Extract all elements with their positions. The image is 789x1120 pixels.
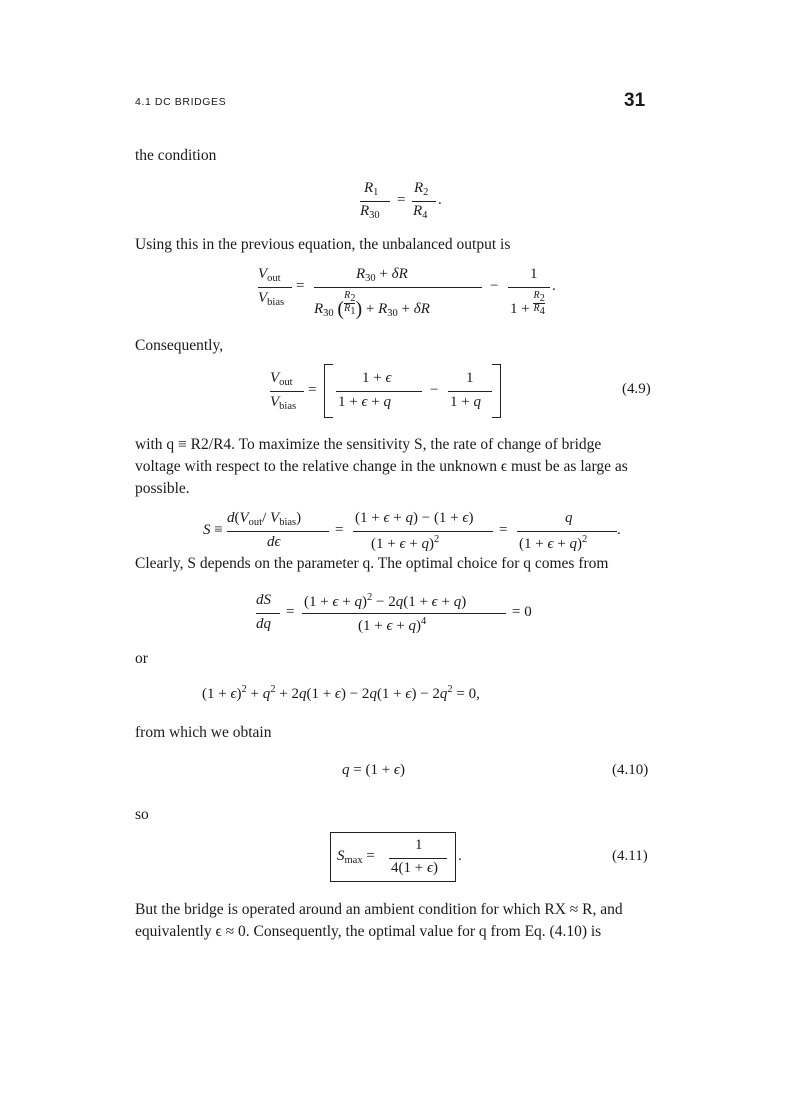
equation-4-10: q = (1 + ϵ) — [342, 762, 405, 778]
paragraph-so: so — [135, 806, 149, 823]
equation-expanded: $(1 + \epsilon)^2 + q^2 + 2q(1 + \epsilon) - 2q(1 + \epsilon) - 2q^2 = 0$, — [202, 684, 480, 702]
paragraph-unbalanced-output: Using this in the previous equation, the unbalanced output is — [135, 236, 511, 253]
paragraph-the-condition: the condition — [135, 147, 217, 164]
paragraph-ambient-line1: But the bridge is operated around an ambient condition for which RX ≈ R, and — [135, 901, 623, 918]
running-header: 4.1 DC BRIDGES — [135, 96, 227, 108]
equation-derivative: dS dq = $(1 + \epsilon + q)^2 - 2q(1 + \epsilon + q)$ $(1 + \epsilon + q)^4$ = 0 — [256, 592, 532, 634]
paragraph-optimal-choice: Clearly, S depends on the parameter q. The optimal choice for q comes from — [135, 555, 609, 572]
equation-4-11-period: . — [458, 848, 462, 864]
page-number: 31 — [624, 90, 646, 111]
equation-number-4-10: (4.10) — [612, 762, 649, 778]
equation-unbalanced: $V_{out}$ $V_{bias}$ = $R_{30} + \delta R$ $R_{30}$ ($R_2$ $R_1) + R_{30} + \delta R$ − 1 $1 + R_2$ $R_4$ . — [258, 266, 556, 320]
equation-4-11: $S_{max}$ = 1 4(1 + ϵ) — [330, 832, 456, 882]
paragraph-sensitivity-line3: possible. — [135, 480, 190, 497]
paragraph-sensitivity-line2: voltage with respect to the relative change in the unknown ϵ must be as large as — [135, 458, 628, 475]
equation-number-4-11: (4.11) — [612, 848, 648, 864]
equation-condition: $R_1$ $R_{30}$ = $R_2$ $R_4$ . — [360, 180, 442, 221]
paragraph-consequently: Consequently, — [135, 337, 224, 354]
paragraph-sensitivity-line1: with q ≡ R2/R4. To maximize the sensitivity S, the rate of change of bridge — [135, 436, 602, 453]
paragraph-from-which: from which we obtain — [135, 724, 272, 741]
equation-number-4-9: (4.9) — [622, 381, 651, 397]
paragraph-ambient-line2: equivalently ϵ ≈ 0. Consequently, the optimal value for q from Eq. (4.10) is — [135, 923, 602, 940]
paragraph-or: or — [135, 650, 148, 667]
equation-sensitivity: S ≡ $d(V_{out}/$ $V_{bias}$) dϵ = (1 + ϵ + q) − (1 + ϵ) $(1 + \epsilon + q)^2$ = q $(1 + \epsilon + q)^2$ . — [203, 510, 621, 552]
equation-4-9: $V_{out}$ $V_{bias}$ = 1 + ϵ 1 + ϵ + q − 1 1 + q — [270, 368, 510, 426]
